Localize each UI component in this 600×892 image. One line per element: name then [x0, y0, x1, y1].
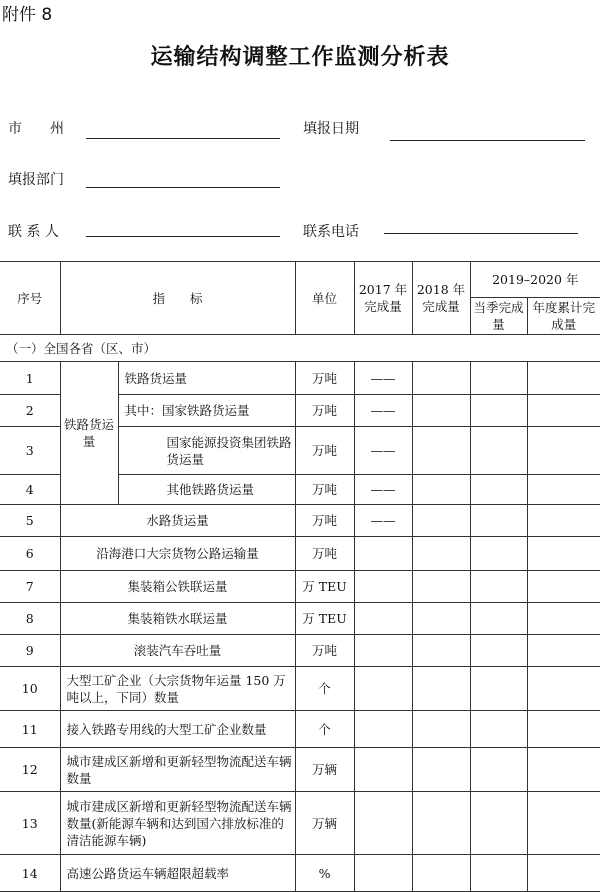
row-unit: 万吨: [295, 505, 354, 537]
row-indicator: 城市建成区新增和更新轻型物流配送车辆数量(新能源车辆和达到国六排放标准的清洁能源车辆): [60, 792, 295, 855]
row-2017: ——: [354, 505, 412, 537]
row-2018[interactable]: [412, 748, 470, 792]
row-seq: 5: [0, 505, 60, 537]
row-2017: ——: [354, 475, 412, 505]
row-seq: 8: [0, 603, 60, 635]
row-unit: 个: [295, 711, 354, 748]
row-2017: ——: [354, 395, 412, 427]
row-quarter[interactable]: [470, 427, 527, 475]
table-row: [0, 362, 600, 395]
row-indicator: 集装箱公铁联运量: [60, 571, 295, 603]
row-unit: 万吨: [295, 537, 354, 571]
attachment-label: 附件 8: [2, 5, 53, 25]
row-seq: 1: [0, 362, 60, 395]
row-unit: 万 TEU: [295, 603, 354, 635]
row-2018[interactable]: [412, 475, 470, 505]
row-annual[interactable]: [527, 855, 600, 892]
row-2018[interactable]: [412, 571, 470, 603]
row-unit: %: [295, 855, 354, 892]
row-indicator: 滚装汽车吞吐量: [60, 635, 295, 667]
table-row: [0, 667, 600, 711]
dept-field[interactable]: [86, 187, 280, 188]
row-2018[interactable]: [412, 855, 470, 892]
row-annual[interactable]: [527, 537, 600, 571]
row-seq: 13: [0, 792, 60, 855]
row-2018[interactable]: [412, 603, 470, 635]
row-quarter[interactable]: [470, 635, 527, 667]
row-annual[interactable]: [527, 395, 600, 427]
dept-label: 填报部门: [8, 172, 64, 188]
row-annual[interactable]: [527, 571, 600, 603]
header-indicator: 指 标: [60, 262, 295, 335]
row-indicator: 大型工矿企业（大宗货物年运量 150 万吨以上，下同）数量: [60, 667, 295, 711]
row-2017[interactable]: [354, 603, 412, 635]
row-2018[interactable]: [412, 537, 470, 571]
header-annual: 年度累计完成量: [527, 298, 600, 335]
row-unit: 万吨: [295, 427, 354, 475]
row-seq: 7: [0, 571, 60, 603]
row-seq: 10: [0, 667, 60, 711]
row-annual[interactable]: [527, 635, 600, 667]
rail-group-label: 铁路货运量: [60, 362, 118, 505]
page-title: 运输结构调整工作监测分析表: [150, 45, 450, 70]
row-seq: 3: [0, 427, 60, 475]
row-indicator: 水路货运量: [60, 505, 295, 537]
row-2018[interactable]: [412, 711, 470, 748]
row-annual[interactable]: [527, 427, 600, 475]
row-indicator: 高速公路货运车辆超限超载率: [60, 855, 295, 892]
row-quarter[interactable]: [470, 855, 527, 892]
row-annual[interactable]: [527, 792, 600, 855]
row-2017[interactable]: [354, 537, 412, 571]
row-annual[interactable]: [527, 505, 600, 537]
row-indicator: 国家能源投资集团铁路货运量: [118, 427, 295, 475]
row-indicator: 铁路货运量: [118, 362, 295, 395]
city-field[interactable]: [86, 138, 280, 139]
row-2018[interactable]: [412, 362, 470, 395]
row-seq: 6: [0, 537, 60, 571]
row-quarter[interactable]: [470, 667, 527, 711]
header-seq: 序号: [0, 262, 60, 335]
monitoring-table: [0, 261, 600, 892]
row-quarter[interactable]: [470, 603, 527, 635]
table-row: [0, 571, 600, 603]
row-unit: 个: [295, 667, 354, 711]
row-2017[interactable]: [354, 667, 412, 711]
row-unit: 万吨: [295, 362, 354, 395]
row-seq: 11: [0, 711, 60, 748]
row-unit: 万吨: [295, 635, 354, 667]
table-row: [0, 711, 600, 748]
row-2017: ——: [354, 427, 412, 475]
row-2017[interactable]: [354, 711, 412, 748]
row-unit: 万吨: [295, 475, 354, 505]
section-row: （一）全国各省（区、市）: [0, 335, 600, 362]
row-unit: 万辆: [295, 748, 354, 792]
table-row: [0, 635, 600, 667]
contact-field[interactable]: [86, 236, 280, 237]
row-indicator: 沿海港口大宗货物公路运输量: [60, 537, 295, 571]
row-seq: 14: [0, 855, 60, 892]
row-2018[interactable]: [412, 395, 470, 427]
phone-label: 联系电话: [303, 224, 359, 240]
row-indicator: 接入铁路专用线的大型工矿企业数量: [60, 711, 295, 748]
table-row: [0, 855, 600, 892]
table-row: [0, 603, 600, 635]
table-row: [0, 505, 600, 537]
row-seq: 4: [0, 475, 60, 505]
row-2018[interactable]: [412, 427, 470, 475]
row-quarter[interactable]: [470, 362, 527, 395]
header-period: 2019–2020 年: [470, 262, 600, 298]
row-quarter[interactable]: [470, 748, 527, 792]
row-annual[interactable]: [527, 667, 600, 711]
row-quarter[interactable]: [470, 711, 527, 748]
row-indicator: 集装箱铁水联运量: [60, 603, 295, 635]
row-2018[interactable]: [412, 667, 470, 711]
row-annual[interactable]: [527, 475, 600, 505]
contact-label: 联 系 人: [8, 224, 59, 240]
row-2017[interactable]: [354, 571, 412, 603]
row-2017[interactable]: [354, 855, 412, 892]
row-quarter[interactable]: [470, 505, 527, 537]
row-unit: 万 TEU: [295, 571, 354, 603]
table-row: [0, 748, 600, 792]
header-2017: 2017 年完成量: [354, 262, 412, 335]
row-quarter[interactable]: [470, 475, 527, 505]
row-quarter[interactable]: [470, 395, 527, 427]
row-seq: 2: [0, 395, 60, 427]
row-2017[interactable]: [354, 792, 412, 855]
row-quarter[interactable]: [470, 537, 527, 571]
phone-field[interactable]: [384, 233, 578, 234]
row-indicator: 城市建成区新增和更新轻型物流配送车辆数量: [60, 748, 295, 792]
header-unit: 单位: [295, 262, 354, 335]
table-row: [0, 537, 600, 571]
header-2018: 2018 年完成量: [412, 262, 470, 335]
header-quarter: 当季完成量: [470, 298, 527, 335]
row-indicator: 其他铁路货运量: [118, 475, 295, 505]
row-seq: 12: [0, 748, 60, 792]
row-seq: 9: [0, 635, 60, 667]
row-2017[interactable]: [354, 635, 412, 667]
date-field[interactable]: [390, 140, 585, 141]
row-indicator: 其中：国家铁路货运量: [118, 395, 295, 427]
row-annual[interactable]: [527, 711, 600, 748]
row-annual[interactable]: [527, 603, 600, 635]
row-2017: ——: [354, 362, 412, 395]
row-annual[interactable]: [527, 748, 600, 792]
row-quarter[interactable]: [470, 571, 527, 603]
row-2018[interactable]: [412, 505, 470, 537]
row-2018[interactable]: [412, 792, 470, 855]
row-annual[interactable]: [527, 362, 600, 395]
row-unit: 万吨: [295, 395, 354, 427]
city-label: 市 州: [8, 121, 64, 137]
row-2018[interactable]: [412, 635, 470, 667]
table-row: [0, 792, 600, 855]
date-label: 填报日期: [303, 121, 359, 137]
row-2017[interactable]: [354, 748, 412, 792]
row-quarter[interactable]: [470, 792, 527, 855]
row-unit: 万辆: [295, 792, 354, 855]
